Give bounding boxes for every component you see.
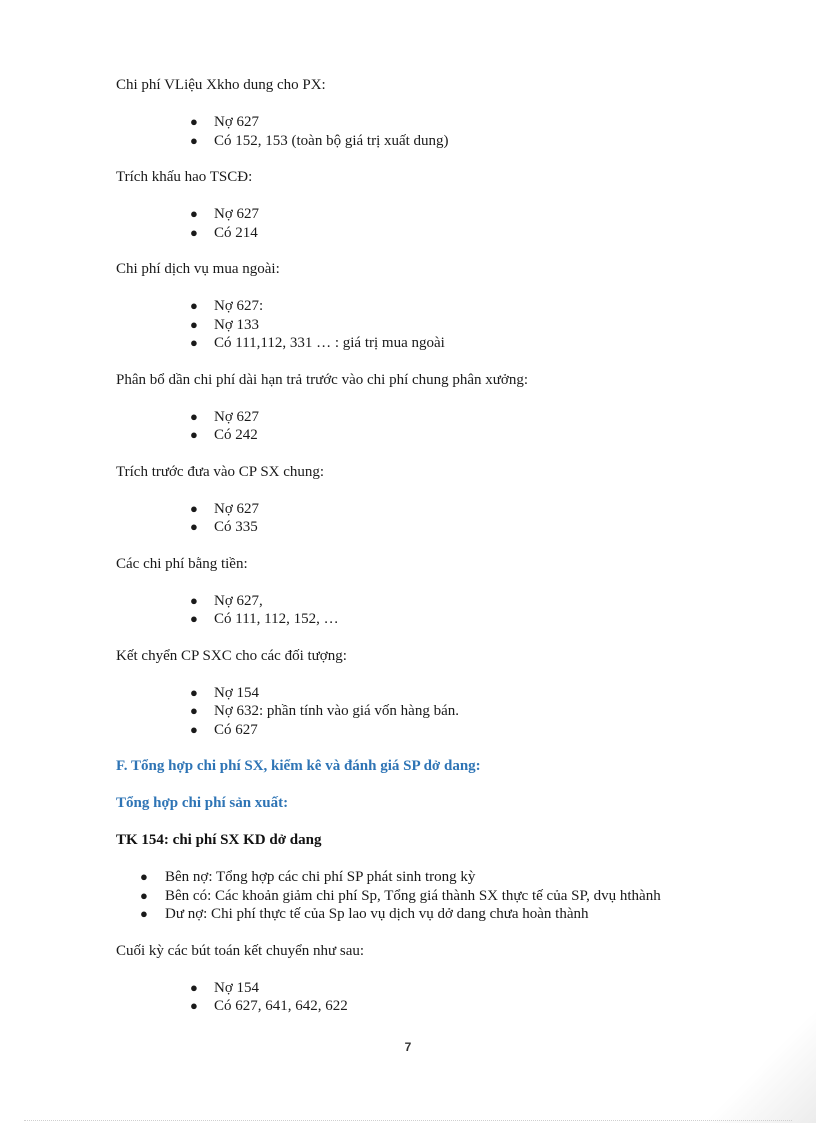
bullet-icon: ● xyxy=(140,869,148,884)
bullet-icon: ● xyxy=(190,721,198,737)
section-intro: Các chi phí bằng tiền: xyxy=(116,555,248,572)
list-item: ● Dư nợ: Chi phí thực tế của Sp lao vụ dịch vụ dở dang chưa hoàn thành xyxy=(140,906,589,922)
list-item: ● Có 152, 153 (toàn bộ giá trị xuất dung) xyxy=(190,132,449,149)
list-item: ● Có 627 xyxy=(190,721,258,738)
bullet-icon: ● xyxy=(190,335,198,350)
bullet-icon: ● xyxy=(190,979,198,995)
bullet-icon: ● xyxy=(190,998,198,1013)
list-item: ● Nợ 133 xyxy=(190,316,260,333)
bullet-icon: ● xyxy=(190,132,198,148)
bullet-icon: ● xyxy=(190,114,198,129)
entry-list xyxy=(116,592,756,629)
section-intro: Chi phí dịch vụ mua ngoài: xyxy=(116,261,280,277)
entry-list xyxy=(116,500,756,537)
list-item: ● Nợ 632: phần tính vào giá vốn hàng bán. xyxy=(190,703,459,719)
bullet-icon: ● xyxy=(190,206,198,221)
bullet-icon: ● xyxy=(140,906,148,921)
section-heading-f: F. Tổng hợp chi phí SX, kiểm kê và đánh giá SP dở dang: xyxy=(116,758,481,774)
list-item: ● Có 111,112, 331 … : giá trị mua ngoài xyxy=(190,335,445,351)
entry-list xyxy=(116,205,756,242)
section-intro: Kết chyển CP SXC cho các đối tượng: xyxy=(116,647,347,664)
list-item: ● Nợ 627 xyxy=(190,114,260,130)
entry-list xyxy=(116,297,756,353)
section-intro: Phân bổ dần chi phí dài hạn trả trước vào chi phí chung phân xưởng: xyxy=(116,371,529,388)
page-number: 7 xyxy=(404,1040,412,1054)
bullet-icon: ● xyxy=(190,684,198,700)
section-intro: Chi phí VLiệu Xkho dung cho PX: xyxy=(116,77,326,93)
bullet-icon: ● xyxy=(190,519,198,534)
list-item: ● Nợ 627, xyxy=(190,592,263,609)
list-item: ● Có 627, 641, 642, 622 xyxy=(190,998,348,1014)
bullet-icon: ● xyxy=(190,316,198,332)
list-item: ● Nợ 627: xyxy=(190,298,264,314)
page-corner-shadow xyxy=(696,990,816,1123)
list-item: ● Nợ 627 xyxy=(190,408,260,425)
bullet-icon: ● xyxy=(140,887,148,903)
list-item: ● Có 242 xyxy=(190,427,258,443)
bullet-icon: ● xyxy=(190,408,198,424)
bullet-icon: ● xyxy=(190,298,198,313)
list-item: ● Bên nợ: Tổng hợp các chi phí SP phát sinh trong kỳ xyxy=(140,869,476,885)
list-item: ● Bên có: Các khoản giảm chi phí Sp, Tổng giá thành SX thực tế của SP, dvụ hthành xyxy=(140,887,661,904)
list-item: ● Nợ 154 xyxy=(190,979,260,996)
tk154-title: TK 154: chi phí SX KD dở dang xyxy=(116,832,322,848)
bullet-icon: ● xyxy=(190,611,198,626)
list-item: ● Có 214 xyxy=(190,224,258,241)
bullet-icon: ● xyxy=(190,500,198,516)
entry-list xyxy=(116,113,756,150)
bullet-icon: ● xyxy=(190,703,198,718)
list-item: ● Nợ 627 xyxy=(190,206,260,222)
list-item: ● Có 335 xyxy=(190,519,258,535)
bullet-icon: ● xyxy=(190,427,198,442)
section-intro: Trích trước đưa vào CP SX chung: xyxy=(116,463,325,480)
closing-list xyxy=(116,979,756,1016)
page-content xyxy=(116,76,756,1016)
bullet-icon: ● xyxy=(190,224,198,240)
list-item: ● Nợ 627 xyxy=(190,500,260,517)
closing-intro: Cuối kỳ các bút toán kết chuyển như sau: xyxy=(116,942,365,959)
section-intro: Trích khấu hao TSCĐ: xyxy=(116,169,253,185)
entry-list xyxy=(116,684,756,740)
subheading: Tổng hợp chi phí sản xuất: xyxy=(116,795,289,811)
list-item: ● Nợ 154 xyxy=(190,684,260,701)
list-item: ● Có 111, 112, 152, … xyxy=(190,611,339,627)
page-bottom-divider xyxy=(24,1120,792,1121)
bullet-icon: ● xyxy=(190,592,198,608)
tk154-list xyxy=(116,868,756,924)
entry-list xyxy=(116,408,756,445)
